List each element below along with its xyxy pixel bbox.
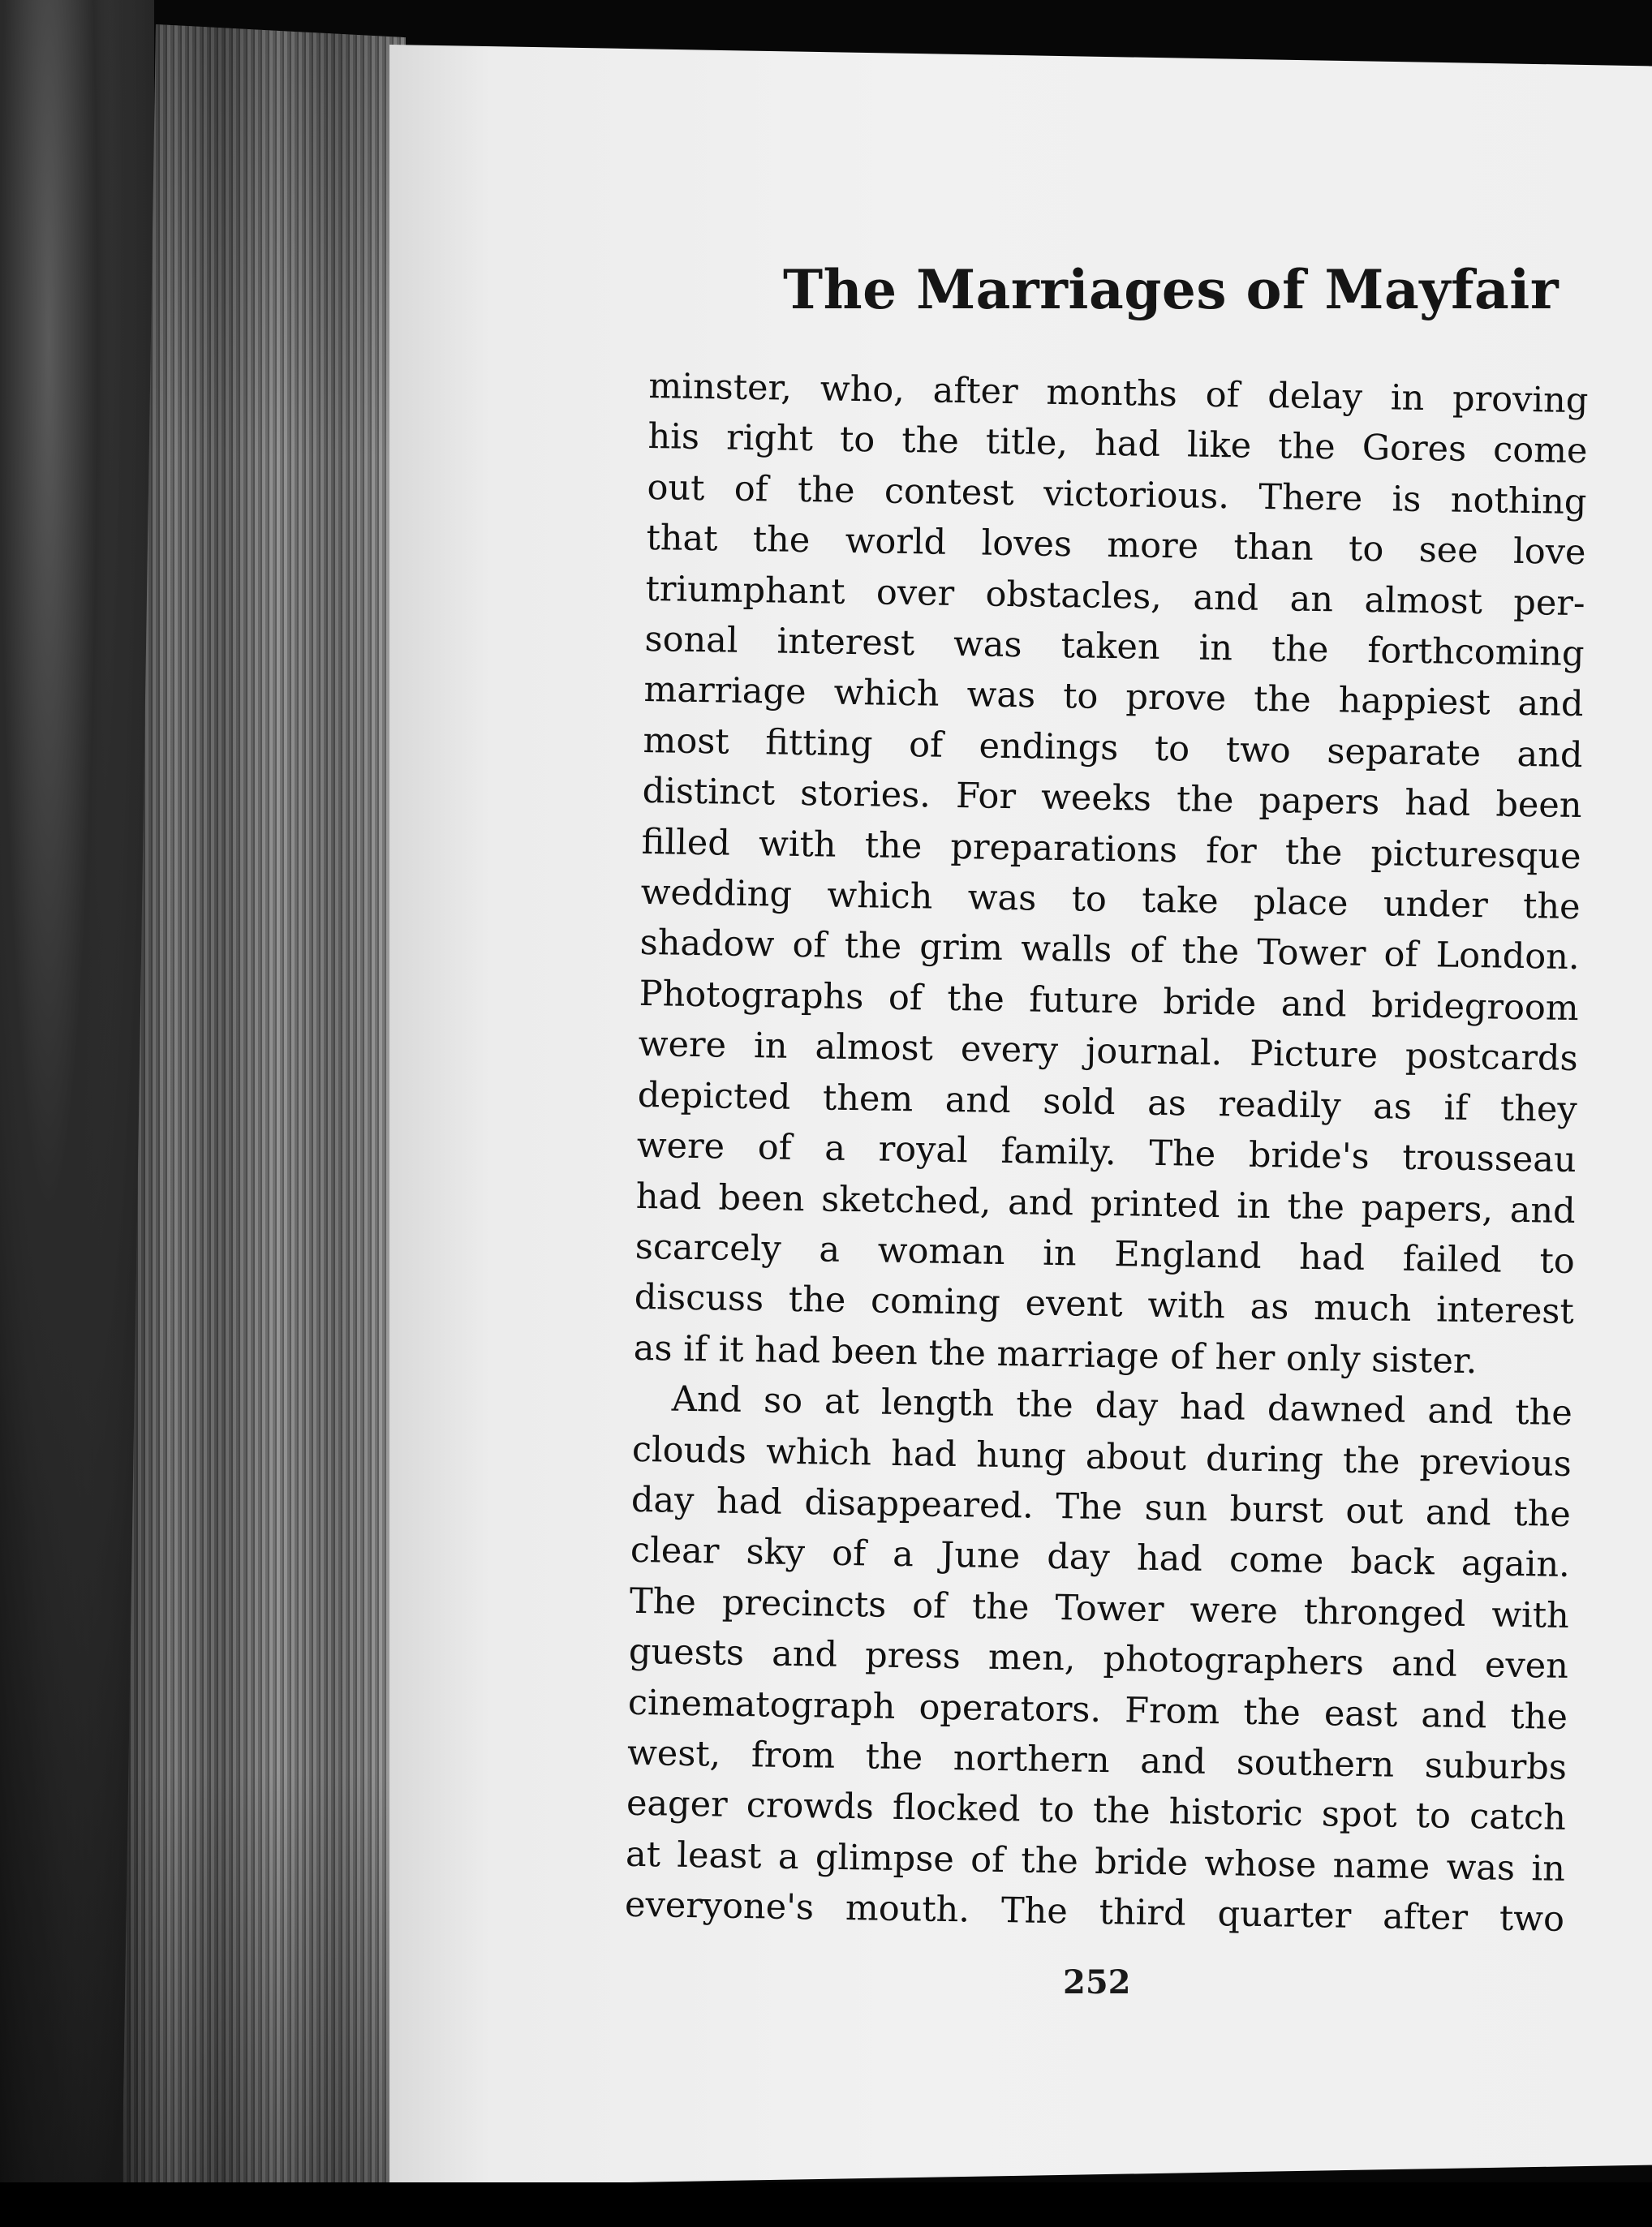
- text-line: out of the contest victorious. There is nothing: [647, 466, 1587, 522]
- text-line: And so at length the day had dawned and the: [671, 1378, 1573, 1434]
- text-line: eager crowds flocked to the historic spot to catch: [626, 1783, 1567, 1839]
- text-line: discuss the coming event with as much interest: [634, 1277, 1575, 1333]
- body-text: [625, 361, 1589, 1945]
- text-line: The precincts of the Tower were thronged with: [629, 1580, 1570, 1636]
- text-line: most fitting of endings to two separate and: [643, 720, 1583, 776]
- text-line: guests and press men, photographers and even: [628, 1631, 1569, 1687]
- scan-bottom-edge: [0, 2182, 1652, 2227]
- text-line: at least a glimpse of the bride whose name was in: [625, 1834, 1566, 1890]
- text-line: west, from the northern and southern suburbs: [626, 1732, 1568, 1788]
- text-line: scarcely a woman in England had failed to: [635, 1226, 1576, 1282]
- text-line: that the world loves more than to see love: [646, 518, 1586, 574]
- text-line: had been sketched, and printed in the papers, and: [635, 1176, 1577, 1232]
- text-line: were in almost every journal. Picture postcards: [638, 1024, 1579, 1080]
- text-line: triumphant over obstacles, and an almost per-: [645, 568, 1585, 624]
- text-line: filled with the preparations for the picturesque: [641, 821, 1581, 877]
- text-line: Photographs of the future bride and bridegroom: [639, 973, 1580, 1029]
- text-line: were of a royal family. The bride's trousseau: [636, 1124, 1577, 1181]
- text-line: cinematograph operators. From the east and the: [627, 1682, 1568, 1738]
- text-line: day had disappeared. The sun burst out and the: [630, 1479, 1572, 1535]
- text-line: his right to the title, had like the Gores come: [647, 416, 1588, 472]
- running-head: The Marriages of Mayfair: [783, 258, 1560, 321]
- text-line: distinct stories. For weeks the papers had been: [642, 771, 1582, 827]
- text-line: everyone's mouth. The third quarter after two: [624, 1884, 1565, 1941]
- text-line: minster, who, after months of delay in proving: [648, 365, 1589, 422]
- text-line: clouds which had hung about during the previous: [631, 1429, 1572, 1485]
- page-number: 252: [1063, 1963, 1131, 2001]
- text-line: wedding which was to take place under the: [640, 871, 1581, 928]
- text-line: marriage which was to prove the happiest and: [643, 669, 1584, 725]
- text-line: sonal interest was taken in the forthcoming: [644, 618, 1585, 675]
- text-line: depicted them and sold as readily as if they: [637, 1074, 1578, 1130]
- text-line: clear sky of a June day had come back again.: [630, 1530, 1571, 1586]
- page-edges-shadow: [122, 24, 406, 2207]
- text-line: shadow of the grim walls of the Tower of London.: [639, 922, 1580, 978]
- text-line: as if it had been the marriage of her only sister.: [633, 1327, 1478, 1382]
